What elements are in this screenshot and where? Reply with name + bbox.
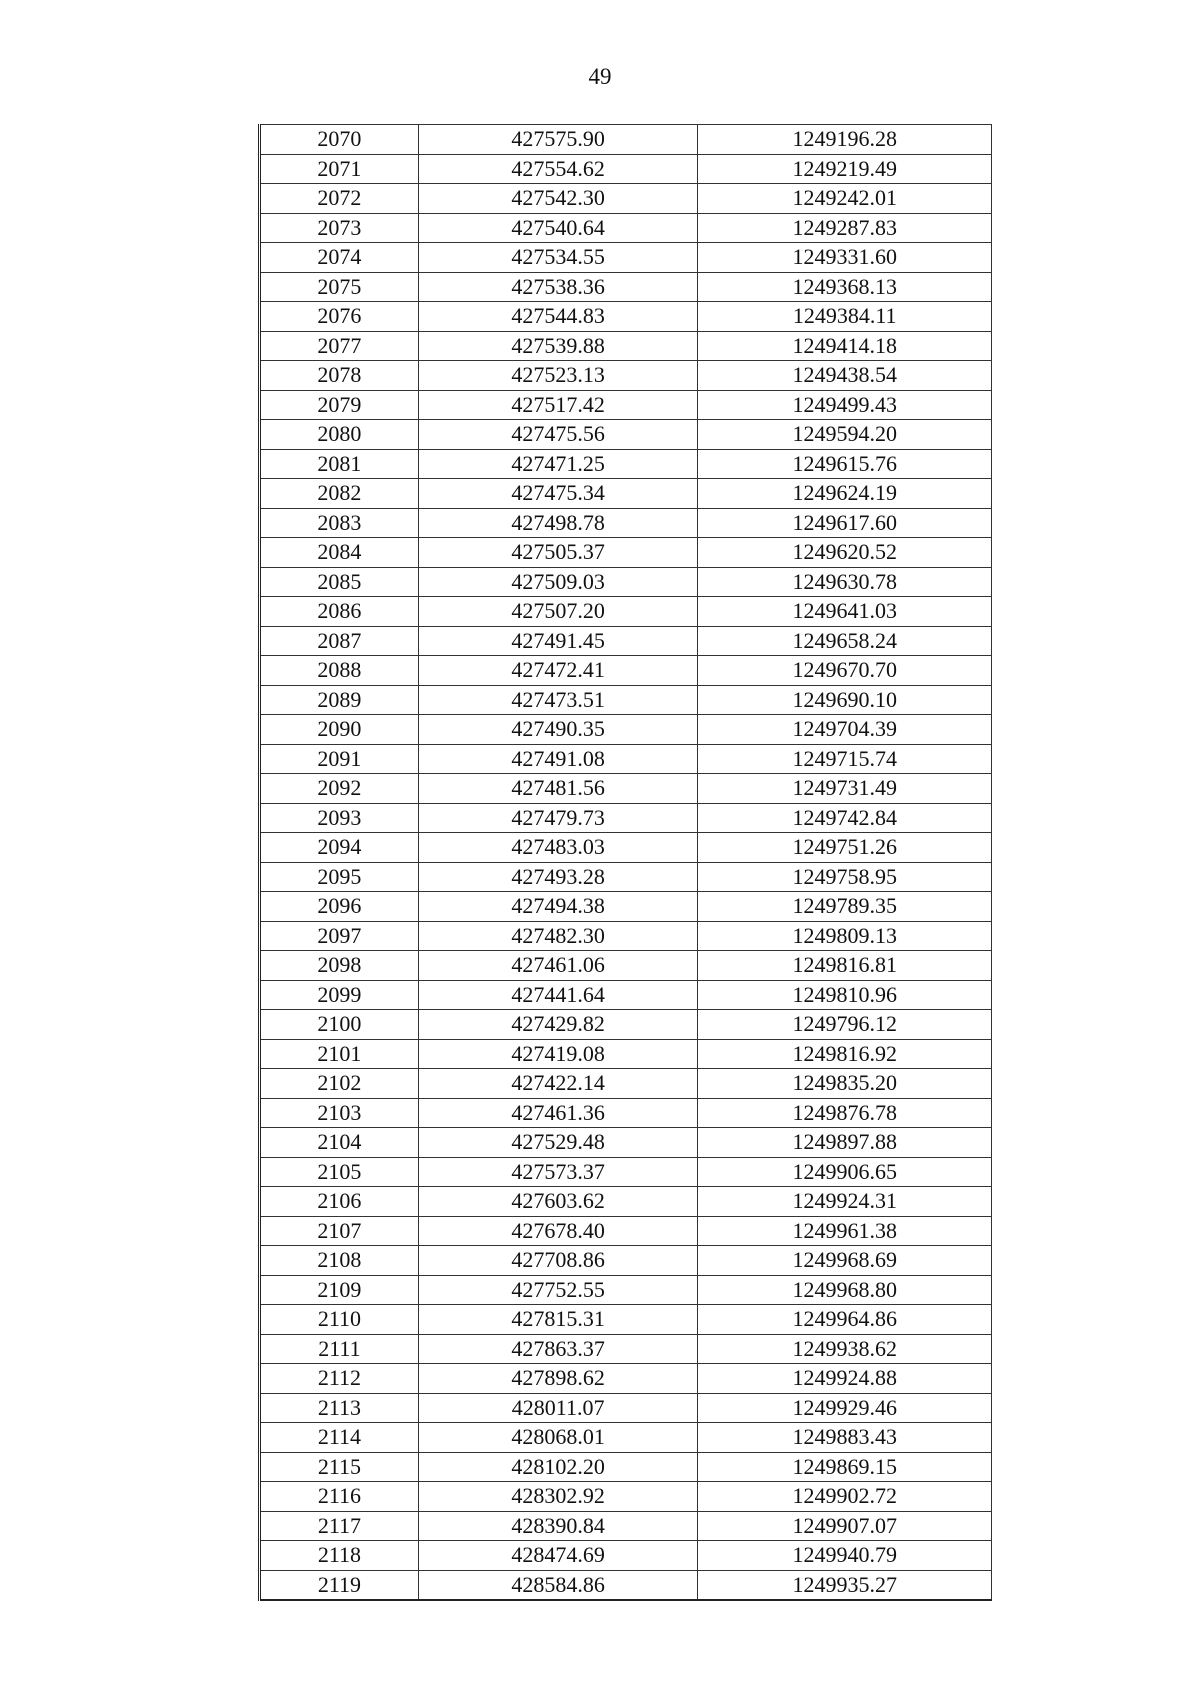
- table-row: [260, 125, 992, 155]
- x-coordinate-cell: 427429.82: [418, 1010, 698, 1040]
- point-number-cell: 2080: [260, 420, 419, 450]
- x-coordinate-cell: 427523.13: [418, 361, 698, 391]
- y-coordinate-cell: 1249658.24: [698, 626, 992, 656]
- x-coordinate-cell: 427422.14: [418, 1069, 698, 1099]
- table-row: [260, 1482, 992, 1512]
- x-coordinate-cell: 427509.03: [418, 567, 698, 597]
- point-number-cell: 2076: [260, 302, 419, 332]
- point-number-cell: 2099: [260, 980, 419, 1010]
- table-row: [260, 597, 992, 627]
- y-coordinate-cell: 1249789.35: [698, 892, 992, 922]
- table-row: [260, 1098, 992, 1128]
- point-number-cell: 2105: [260, 1157, 419, 1187]
- table-row: [260, 420, 992, 450]
- y-coordinate-cell: 1249809.13: [698, 921, 992, 951]
- point-number-cell: 2094: [260, 833, 419, 863]
- y-coordinate-cell: 1249810.96: [698, 980, 992, 1010]
- y-coordinate-cell: 1249731.49: [698, 774, 992, 804]
- point-number-cell: 2083: [260, 508, 419, 538]
- table-row: [260, 449, 992, 479]
- y-coordinate-cell: 1249906.65: [698, 1157, 992, 1187]
- x-coordinate-cell: 427863.37: [418, 1334, 698, 1364]
- point-number-cell: 2106: [260, 1187, 419, 1217]
- point-number-cell: 2115: [260, 1452, 419, 1482]
- x-coordinate-cell: 427493.28: [418, 862, 698, 892]
- y-coordinate-cell: 1249219.49: [698, 154, 992, 184]
- y-coordinate-cell: 1249869.15: [698, 1452, 992, 1482]
- x-coordinate-cell: 427573.37: [418, 1157, 698, 1187]
- x-coordinate-cell: 427517.42: [418, 390, 698, 420]
- table-row: [260, 656, 992, 686]
- y-coordinate-cell: 1249938.62: [698, 1334, 992, 1364]
- point-number-cell: 2091: [260, 744, 419, 774]
- y-coordinate-cell: 1249929.46: [698, 1393, 992, 1423]
- y-coordinate-cell: 1249624.19: [698, 479, 992, 509]
- y-coordinate-cell: 1249620.52: [698, 538, 992, 568]
- x-coordinate-cell: 427815.31: [418, 1305, 698, 1335]
- y-coordinate-cell: 1249641.03: [698, 597, 992, 627]
- table-row: [260, 1216, 992, 1246]
- point-number-cell: 2077: [260, 331, 419, 361]
- x-coordinate-cell: 427752.55: [418, 1275, 698, 1305]
- x-coordinate-cell: 427441.64: [418, 980, 698, 1010]
- y-coordinate-cell: 1249796.12: [698, 1010, 992, 1040]
- x-coordinate-cell: 427898.62: [418, 1364, 698, 1394]
- x-coordinate-cell: 427481.56: [418, 774, 698, 804]
- x-coordinate-cell: 427544.83: [418, 302, 698, 332]
- table-row: [260, 744, 992, 774]
- y-coordinate-cell: 1249287.83: [698, 213, 992, 243]
- point-number-cell: 2084: [260, 538, 419, 568]
- point-number-cell: 2087: [260, 626, 419, 656]
- table-row: [260, 1069, 992, 1099]
- point-number-cell: 2117: [260, 1511, 419, 1541]
- y-coordinate-cell: 1249670.70: [698, 656, 992, 686]
- x-coordinate-cell: 427483.03: [418, 833, 698, 863]
- coordinates-table: [258, 124, 992, 1601]
- table-row: [260, 361, 992, 391]
- x-coordinate-cell: 427490.35: [418, 715, 698, 745]
- y-coordinate-cell: 1249816.92: [698, 1039, 992, 1069]
- table-row: [260, 1511, 992, 1541]
- table-row: [260, 1334, 992, 1364]
- table-row: [260, 1010, 992, 1040]
- table-row: [260, 626, 992, 656]
- point-number-cell: 2109: [260, 1275, 419, 1305]
- y-coordinate-cell: 1249690.10: [698, 685, 992, 715]
- table-row: [260, 685, 992, 715]
- table-row: [260, 508, 992, 538]
- table-row: [260, 567, 992, 597]
- y-coordinate-cell: 1249816.81: [698, 951, 992, 981]
- point-number-cell: 2082: [260, 479, 419, 509]
- table-row: [260, 1305, 992, 1335]
- y-coordinate-cell: 1249704.39: [698, 715, 992, 745]
- table-row: [260, 774, 992, 804]
- table-row: [260, 1039, 992, 1069]
- x-coordinate-cell: 427542.30: [418, 184, 698, 214]
- point-number-cell: 2100: [260, 1010, 419, 1040]
- point-number-cell: 2090: [260, 715, 419, 745]
- y-coordinate-cell: 1249242.01: [698, 184, 992, 214]
- point-number-cell: 2116: [260, 1482, 419, 1512]
- y-coordinate-cell: 1249438.54: [698, 361, 992, 391]
- table-row: [260, 154, 992, 184]
- x-coordinate-cell: 427539.88: [418, 331, 698, 361]
- table-row: [260, 1364, 992, 1394]
- x-coordinate-cell: 427461.06: [418, 951, 698, 981]
- y-coordinate-cell: 1249196.28: [698, 125, 992, 155]
- table-row: [260, 1246, 992, 1276]
- point-number-cell: 2112: [260, 1364, 419, 1394]
- table-row: [260, 1157, 992, 1187]
- x-coordinate-cell: 428102.20: [418, 1452, 698, 1482]
- table-row: [260, 1128, 992, 1158]
- x-coordinate-cell: 428068.01: [418, 1423, 698, 1453]
- table-row: [260, 302, 992, 332]
- x-coordinate-cell: 427507.20: [418, 597, 698, 627]
- y-coordinate-cell: 1249615.76: [698, 449, 992, 479]
- point-number-cell: 2103: [260, 1098, 419, 1128]
- y-coordinate-cell: 1249758.95: [698, 862, 992, 892]
- point-number-cell: 2086: [260, 597, 419, 627]
- point-number-cell: 2070: [260, 125, 419, 155]
- point-number-cell: 2107: [260, 1216, 419, 1246]
- x-coordinate-cell: 427540.64: [418, 213, 698, 243]
- point-number-cell: 2104: [260, 1128, 419, 1158]
- y-coordinate-cell: 1249617.60: [698, 508, 992, 538]
- point-number-cell: 2093: [260, 803, 419, 833]
- y-coordinate-cell: 1249876.78: [698, 1098, 992, 1128]
- x-coordinate-cell: 427538.36: [418, 272, 698, 302]
- point-number-cell: 2108: [260, 1246, 419, 1276]
- x-coordinate-cell: 427534.55: [418, 243, 698, 273]
- x-coordinate-cell: 427554.62: [418, 154, 698, 184]
- table-row: [260, 1275, 992, 1305]
- x-coordinate-cell: 427479.73: [418, 803, 698, 833]
- x-coordinate-cell: 427505.37: [418, 538, 698, 568]
- point-number-cell: 2102: [260, 1069, 419, 1099]
- table-row: [260, 1452, 992, 1482]
- y-coordinate-cell: 1249594.20: [698, 420, 992, 450]
- x-coordinate-cell: 427491.45: [418, 626, 698, 656]
- table-row: [260, 833, 992, 863]
- table-row: [260, 951, 992, 981]
- table-row: [260, 1393, 992, 1423]
- x-coordinate-cell: 428302.92: [418, 1482, 698, 1512]
- y-coordinate-cell: 1249924.88: [698, 1364, 992, 1394]
- table-row: [260, 213, 992, 243]
- x-coordinate-cell: 427475.34: [418, 479, 698, 509]
- point-number-cell: 2088: [260, 656, 419, 686]
- y-coordinate-cell: 1249751.26: [698, 833, 992, 863]
- table-row: [260, 1570, 992, 1600]
- y-coordinate-cell: 1249940.79: [698, 1541, 992, 1571]
- point-number-cell: 2113: [260, 1393, 419, 1423]
- table-row: [260, 803, 992, 833]
- point-number-cell: 2111: [260, 1334, 419, 1364]
- y-coordinate-cell: 1249902.72: [698, 1482, 992, 1512]
- point-number-cell: 2101: [260, 1039, 419, 1069]
- x-coordinate-cell: 427491.08: [418, 744, 698, 774]
- y-coordinate-cell: 1249968.69: [698, 1246, 992, 1276]
- point-number-cell: 2073: [260, 213, 419, 243]
- y-coordinate-cell: 1249961.38: [698, 1216, 992, 1246]
- x-coordinate-cell: 427678.40: [418, 1216, 698, 1246]
- y-coordinate-cell: 1249907.07: [698, 1511, 992, 1541]
- y-coordinate-cell: 1249414.18: [698, 331, 992, 361]
- y-coordinate-cell: 1249835.20: [698, 1069, 992, 1099]
- y-coordinate-cell: 1249897.88: [698, 1128, 992, 1158]
- point-number-cell: 2071: [260, 154, 419, 184]
- x-coordinate-cell: 428390.84: [418, 1511, 698, 1541]
- table-row: [260, 715, 992, 745]
- y-coordinate-cell: 1249968.80: [698, 1275, 992, 1305]
- table-row: [260, 272, 992, 302]
- y-coordinate-cell: 1249742.84: [698, 803, 992, 833]
- table-row: [260, 921, 992, 951]
- table-row: [260, 479, 992, 509]
- table-row: [260, 243, 992, 273]
- point-number-cell: 2119: [260, 1570, 419, 1600]
- y-coordinate-cell: 1249368.13: [698, 272, 992, 302]
- table-row: [260, 980, 992, 1010]
- table-row: [260, 184, 992, 214]
- x-coordinate-cell: 427575.90: [418, 125, 698, 155]
- y-coordinate-cell: 1249964.86: [698, 1305, 992, 1335]
- point-number-cell: 2079: [260, 390, 419, 420]
- x-coordinate-cell: 427472.41: [418, 656, 698, 686]
- x-coordinate-cell: 427473.51: [418, 685, 698, 715]
- point-number-cell: 2075: [260, 272, 419, 302]
- page-number: 49: [588, 64, 612, 89]
- x-coordinate-cell: 427494.38: [418, 892, 698, 922]
- x-coordinate-cell: 427708.86: [418, 1246, 698, 1276]
- table-row: [260, 390, 992, 420]
- x-coordinate-cell: 427419.08: [418, 1039, 698, 1069]
- point-number-cell: 2081: [260, 449, 419, 479]
- x-coordinate-cell: 428011.07: [418, 1393, 698, 1423]
- x-coordinate-cell: 427471.25: [418, 449, 698, 479]
- point-number-cell: 2114: [260, 1423, 419, 1453]
- table-row: [260, 1187, 992, 1217]
- table-row: [260, 1423, 992, 1453]
- point-number-cell: 2110: [260, 1305, 419, 1335]
- point-number-cell: 2098: [260, 951, 419, 981]
- x-coordinate-cell: 427603.62: [418, 1187, 698, 1217]
- point-number-cell: 2095: [260, 862, 419, 892]
- y-coordinate-cell: 1249715.74: [698, 744, 992, 774]
- y-coordinate-cell: 1249935.27: [698, 1570, 992, 1600]
- x-coordinate-cell: 427475.56: [418, 420, 698, 450]
- y-coordinate-cell: 1249331.60: [698, 243, 992, 273]
- x-coordinate-cell: 427482.30: [418, 921, 698, 951]
- point-number-cell: 2089: [260, 685, 419, 715]
- x-coordinate-cell: 427529.48: [418, 1128, 698, 1158]
- point-number-cell: 2072: [260, 184, 419, 214]
- y-coordinate-cell: 1249630.78: [698, 567, 992, 597]
- table-row: [260, 538, 992, 568]
- table-row: [260, 892, 992, 922]
- table-row: [260, 331, 992, 361]
- y-coordinate-cell: 1249883.43: [698, 1423, 992, 1453]
- point-number-cell: 2074: [260, 243, 419, 273]
- x-coordinate-cell: 427461.36: [418, 1098, 698, 1128]
- y-coordinate-cell: 1249924.31: [698, 1187, 992, 1217]
- point-number-cell: 2096: [260, 892, 419, 922]
- table-row: [260, 862, 992, 892]
- point-number-cell: 2118: [260, 1541, 419, 1571]
- x-coordinate-cell: 428584.86: [418, 1570, 698, 1600]
- point-number-cell: 2097: [260, 921, 419, 951]
- point-number-cell: 2092: [260, 774, 419, 804]
- coordinates-table-body: [260, 125, 992, 1601]
- table-row: [260, 1541, 992, 1571]
- point-number-cell: 2085: [260, 567, 419, 597]
- y-coordinate-cell: 1249384.11: [698, 302, 992, 332]
- x-coordinate-cell: 427498.78: [418, 508, 698, 538]
- y-coordinate-cell: 1249499.43: [698, 390, 992, 420]
- point-number-cell: 2078: [260, 361, 419, 391]
- x-coordinate-cell: 428474.69: [418, 1541, 698, 1571]
